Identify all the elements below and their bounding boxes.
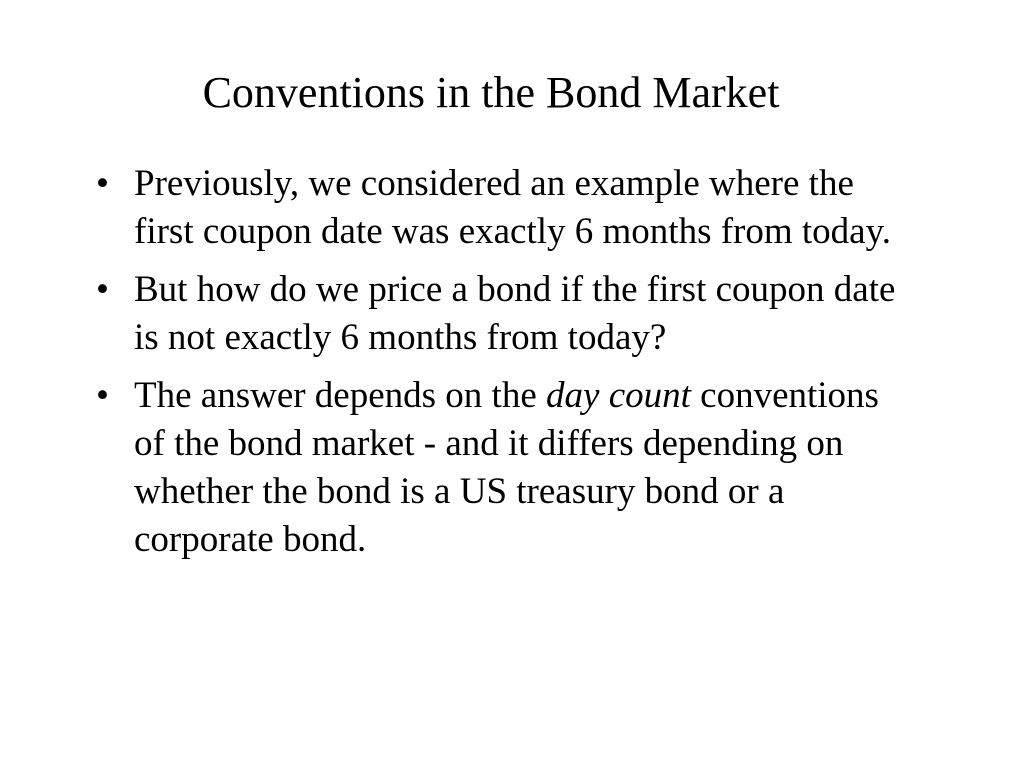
slide-title: Conventions in the Bond Market bbox=[202, 68, 780, 117]
bullet-text: Previously, we considered an example where the first coupon date was exactly 6 months from today. bbox=[134, 163, 891, 252]
bullet-text-after: conventions of the bond market - and it differs depending on whether the bond is a US treasury bond or a corporate bond. bbox=[134, 375, 879, 560]
bullet-item-previously bbox=[96, 160, 906, 256]
bullet-text: But how do we price a bond if the first coupon date is not exactly 6 months from today? bbox=[134, 269, 896, 358]
bullet-item-question bbox=[96, 266, 906, 362]
bullet-dot-icon: • bbox=[96, 163, 109, 204]
bullet-text-before: The answer depends on the bbox=[134, 375, 547, 416]
bullet-text-emphasis: day count bbox=[546, 375, 691, 416]
bullet-dot-icon: • bbox=[96, 269, 109, 310]
bullet-list bbox=[96, 160, 906, 574]
bullet-item-answer bbox=[96, 372, 906, 564]
bullet-dot-icon: • bbox=[96, 375, 109, 416]
